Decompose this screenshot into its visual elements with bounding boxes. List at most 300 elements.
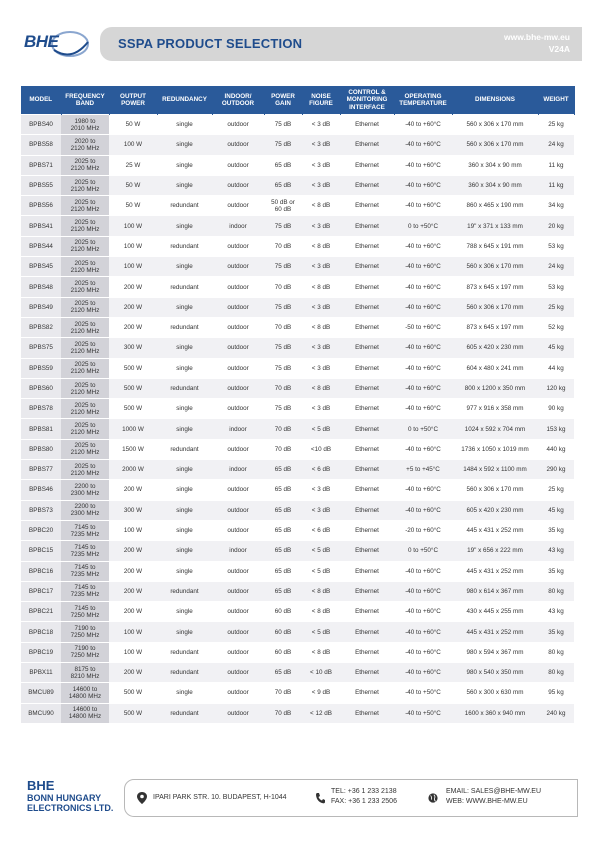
table-cell: 605 x 420 x 230 mm [452, 338, 538, 358]
table-cell: 60 dB [264, 602, 302, 622]
table-cell: 500 W [109, 358, 157, 378]
table-cell: 50 W [109, 175, 157, 195]
model-cell: BPBC21 [21, 602, 61, 622]
table-cell: indoor [212, 541, 264, 561]
table-cell: -40 to +60°C [394, 561, 452, 581]
column-header: NOISE FIGURE [302, 86, 340, 115]
address-text: IPARI PARK STR. 10. BUDAPEST, H-1044 [153, 794, 287, 801]
table-cell: 14600 to 14800 MHz [61, 703, 109, 723]
table-row [21, 703, 574, 723]
table-cell: 560 x 306 x 170 mm [452, 257, 538, 277]
table-cell: Ethernet [340, 277, 394, 297]
model-cell: BPBS80 [21, 439, 61, 459]
table-cell: 45 kg [538, 338, 574, 358]
table-cell: 75 dB [264, 338, 302, 358]
table-cell: single [157, 460, 212, 480]
table-row [21, 663, 574, 683]
table-cell: 360 x 304 x 90 mm [452, 175, 538, 195]
table-cell: redundant [157, 663, 212, 683]
table-cell: 200 W [109, 561, 157, 581]
model-cell: BPBS40 [21, 115, 61, 135]
table-cell: Ethernet [340, 602, 394, 622]
table-cell: < 6 dB [302, 520, 340, 540]
column-header: CONTROL & MONITORING INTERFACE [340, 86, 394, 115]
table-cell: 65 dB [264, 500, 302, 520]
table-cell: -40 to +60°C [394, 297, 452, 317]
table-cell: single [157, 257, 212, 277]
column-header: DIMENSIONS [452, 86, 538, 115]
table-cell: 53 kg [538, 236, 574, 256]
table-row [21, 642, 574, 662]
table-cell: -40 to +50°C [394, 683, 452, 703]
table-cell: outdoor [212, 439, 264, 459]
website-url[interactable]: www.bhe-mw.eu [504, 32, 570, 42]
table-cell: < 5 dB [302, 419, 340, 439]
table-cell: 200 W [109, 541, 157, 561]
table-cell: 800 x 1200 x 350 mm [452, 378, 538, 398]
table-cell: 2025 to 2120 MHz [61, 257, 109, 277]
globe-icon [428, 792, 438, 804]
table-cell: 300 W [109, 500, 157, 520]
table-cell: Ethernet [340, 175, 394, 195]
table-cell: outdoor [212, 297, 264, 317]
table-cell: Ethernet [340, 358, 394, 378]
table-cell: < 6 dB [302, 460, 340, 480]
table-cell: single [157, 297, 212, 317]
table-cell: 2025 to 2120 MHz [61, 175, 109, 195]
table-cell: 240 kg [538, 703, 574, 723]
table-cell: redundant [157, 378, 212, 398]
column-header: OUTPUT POWER [109, 86, 157, 115]
table-cell: -40 to +60°C [394, 115, 452, 135]
table-cell: 25 W [109, 155, 157, 175]
table-cell: +5 to +45°C [394, 460, 452, 480]
table-cell: 100 W [109, 642, 157, 662]
table-cell: Ethernet [340, 561, 394, 581]
table-cell: Ethernet [340, 257, 394, 277]
table-cell: Ethernet [340, 378, 394, 398]
table-cell: 2025 to 2120 MHz [61, 378, 109, 398]
table-cell: 70 dB [264, 378, 302, 398]
table-cell: 1024 x 592 x 704 mm [452, 419, 538, 439]
model-cell: BPBC19 [21, 642, 61, 662]
table-cell: redundant [157, 317, 212, 337]
table-cell: outdoor [212, 236, 264, 256]
table-cell: 65 dB [264, 541, 302, 561]
model-cell: BPBS55 [21, 175, 61, 195]
model-cell: BPBS81 [21, 419, 61, 439]
table-cell: 43 kg [538, 602, 574, 622]
table-cell: 65 dB [264, 460, 302, 480]
table-cell: < 3 dB [302, 480, 340, 500]
table-cell: 25 kg [538, 480, 574, 500]
table-cell: 35 kg [538, 520, 574, 540]
table-cell: Ethernet [340, 460, 394, 480]
table-cell: 60 dB [264, 642, 302, 662]
table-row [21, 216, 574, 236]
contact-bar [124, 779, 578, 817]
column-header: MODEL [21, 86, 61, 115]
table-cell: Ethernet [340, 541, 394, 561]
email-text[interactable]: EMAIL: SALES@BHE-MW.EU [446, 788, 542, 795]
table-row [21, 480, 574, 500]
table-cell: 1980 to 2010 MHz [61, 115, 109, 135]
table-cell: 200 W [109, 480, 157, 500]
table-cell: 2025 to 2120 MHz [61, 317, 109, 337]
table-cell: 19" x 656 x 222 mm [452, 541, 538, 561]
table-row [21, 399, 574, 419]
table-cell: outdoor [212, 480, 264, 500]
table-cell: outdoor [212, 378, 264, 398]
table-cell: 2025 to 2120 MHz [61, 399, 109, 419]
table-cell: 70 dB [264, 317, 302, 337]
model-cell: BPBS56 [21, 196, 61, 216]
model-cell: BMCU89 [21, 683, 61, 703]
table-cell: -40 to +60°C [394, 480, 452, 500]
header-row [21, 86, 574, 115]
model-cell: BPBS45 [21, 257, 61, 277]
table-row [21, 683, 574, 703]
table-cell: outdoor [212, 683, 264, 703]
phone-text: TEL: +36 1 233 2138 [331, 788, 397, 795]
table-cell: single [157, 115, 212, 135]
table-cell: 977 x 916 x 358 mm [452, 399, 538, 419]
table-cell: single [157, 399, 212, 419]
table-cell: 7145 to 7235 MHz [61, 581, 109, 601]
table-cell: 2200 to 2300 MHz [61, 500, 109, 520]
table-cell: redundant [157, 439, 212, 459]
table-cell: 25 kg [538, 115, 574, 135]
table-row [21, 622, 574, 642]
table-cell: 75 dB [264, 399, 302, 419]
table-cell: 80 kg [538, 642, 574, 662]
table-cell: outdoor [212, 581, 264, 601]
table-cell: single [157, 520, 212, 540]
table-cell: outdoor [212, 358, 264, 378]
model-cell: BPBS46 [21, 480, 61, 500]
table-cell: 70 dB [264, 236, 302, 256]
column-header: FREQUENCY BAND [61, 86, 109, 115]
table-cell: -40 to +60°C [394, 338, 452, 358]
table-cell: 70 dB [264, 277, 302, 297]
page-title: SSPA PRODUCT SELECTION [118, 36, 303, 51]
table-cell: < 3 dB [302, 257, 340, 277]
table-cell: 100 W [109, 236, 157, 256]
table-cell: single [157, 541, 212, 561]
table-cell: 20 kg [538, 216, 574, 236]
table-cell: < 3 dB [302, 338, 340, 358]
header-meta [504, 31, 570, 55]
table-cell: < 8 dB [302, 317, 340, 337]
table-cell: outdoor [212, 663, 264, 683]
table-cell: indoor [212, 460, 264, 480]
table-cell: < 5 dB [302, 561, 340, 581]
table-cell: Ethernet [340, 236, 394, 256]
table-cell: 100 W [109, 520, 157, 540]
table-cell: 75 dB [264, 358, 302, 378]
table-cell: 0 to +50°C [394, 419, 452, 439]
table-row [21, 439, 574, 459]
table-cell: redundant [157, 642, 212, 662]
table-cell: single [157, 622, 212, 642]
table-cell: 75 dB [264, 216, 302, 236]
model-cell: BPBS41 [21, 216, 61, 236]
table-cell: Ethernet [340, 480, 394, 500]
table-row [21, 419, 574, 439]
table-cell: Ethernet [340, 581, 394, 601]
table-cell: < 8 dB [302, 602, 340, 622]
table-cell: 65 dB [264, 581, 302, 601]
model-cell: BPBC20 [21, 520, 61, 540]
table-cell: outdoor [212, 602, 264, 622]
table-row [21, 236, 574, 256]
table-row [21, 155, 574, 175]
model-cell: BPBC15 [21, 541, 61, 561]
table-cell: 24 kg [538, 257, 574, 277]
table-cell: 200 W [109, 663, 157, 683]
table-cell: Ethernet [340, 155, 394, 175]
table-cell: outdoor [212, 196, 264, 216]
table-cell: 7190 to 7250 MHz [61, 642, 109, 662]
table-row [21, 460, 574, 480]
table-cell: indoor [212, 216, 264, 236]
table-cell: 75 dB [264, 115, 302, 135]
table-cell: 2025 to 2120 MHz [61, 297, 109, 317]
table-cell: 1736 x 1050 x 1019 mm [452, 439, 538, 459]
table-cell: 70 dB [264, 439, 302, 459]
table-cell: -20 to +60°C [394, 520, 452, 540]
table-cell: < 12 dB [302, 703, 340, 723]
table-cell: Ethernet [340, 520, 394, 540]
table-cell: 2025 to 2120 MHz [61, 338, 109, 358]
model-cell: BPBS78 [21, 399, 61, 419]
table-cell: < 3 dB [302, 399, 340, 419]
table-cell: outdoor [212, 622, 264, 642]
table-cell: 75 dB [264, 257, 302, 277]
column-header: INDOOR/ OUTDOOR [212, 86, 264, 115]
table-cell: Ethernet [340, 297, 394, 317]
table-body [21, 115, 574, 723]
table-cell: redundant [157, 277, 212, 297]
table-cell: 300 W [109, 338, 157, 358]
table-cell: single [157, 358, 212, 378]
table-cell: 2025 to 2120 MHz [61, 460, 109, 480]
table-cell: -40 to +60°C [394, 622, 452, 642]
table-row [21, 175, 574, 195]
table-cell: 65 dB [264, 480, 302, 500]
table-cell: 43 kg [538, 541, 574, 561]
table-cell: <10 dB [302, 439, 340, 459]
column-header: POWER GAIN [264, 86, 302, 115]
table-row [21, 500, 574, 520]
table-cell: 50 W [109, 115, 157, 135]
table-cell: outdoor [212, 338, 264, 358]
company-line-2: BONN HUNGARY [27, 793, 102, 803]
table-cell: 34 kg [538, 196, 574, 216]
table-row [21, 297, 574, 317]
table-cell: 290 kg [538, 460, 574, 480]
table-cell: < 8 dB [302, 642, 340, 662]
model-cell: BPBS59 [21, 358, 61, 378]
table-row [21, 115, 574, 135]
table-cell: single [157, 155, 212, 175]
table-cell: Ethernet [340, 135, 394, 155]
table-cell: -40 to +60°C [394, 500, 452, 520]
table-cell: single [157, 683, 212, 703]
table-cell: outdoor [212, 257, 264, 277]
company-line-3: ELECTRONICS LTD. [27, 803, 114, 813]
table-cell: -40 to +60°C [394, 135, 452, 155]
table-cell: single [157, 561, 212, 581]
table-cell: -40 to +60°C [394, 399, 452, 419]
table-cell: Ethernet [340, 196, 394, 216]
table-cell: -40 to +60°C [394, 277, 452, 297]
table-row [21, 257, 574, 277]
table-cell: -40 to +60°C [394, 663, 452, 683]
table-cell: outdoor [212, 277, 264, 297]
table-cell: 65 dB [264, 561, 302, 581]
table-cell: Ethernet [340, 663, 394, 683]
table-cell: 2025 to 2120 MHz [61, 277, 109, 297]
table-row [21, 561, 574, 581]
table-cell: 7145 to 7235 MHz [61, 520, 109, 540]
table-cell: < 8 dB [302, 236, 340, 256]
model-cell: BPBC18 [21, 622, 61, 642]
model-cell: BPBS58 [21, 135, 61, 155]
column-header: OPERATING TEMPERATURE [394, 86, 452, 115]
table-cell: outdoor [212, 399, 264, 419]
table-cell: 560 x 306 x 170 mm [452, 115, 538, 135]
table-cell: 52 kg [538, 317, 574, 337]
table-cell: 100 W [109, 257, 157, 277]
table-cell: 1000 W [109, 419, 157, 439]
logo-text: BHE [24, 32, 59, 51]
table-cell: 560 x 306 x 170 mm [452, 480, 538, 500]
table-cell: 2025 to 2120 MHz [61, 358, 109, 378]
model-cell: BPBS48 [21, 277, 61, 297]
web-text[interactable]: WEB: WWW.BHE-MW.EU [446, 798, 528, 805]
table-cell: 65 dB [264, 175, 302, 195]
product-table-wrapper [21, 86, 574, 723]
header-bar [100, 27, 582, 61]
table-cell: 500 W [109, 703, 157, 723]
table-cell: redundant [157, 581, 212, 601]
table-cell: 200 W [109, 277, 157, 297]
table-cell: 35 kg [538, 561, 574, 581]
company-logo [20, 28, 92, 60]
table-cell: -40 to +60°C [394, 175, 452, 195]
table-cell: Ethernet [340, 683, 394, 703]
table-cell: 153 kg [538, 419, 574, 439]
table-cell: 95 kg [538, 683, 574, 703]
table-cell: -40 to +60°C [394, 358, 452, 378]
table-cell: < 3 dB [302, 297, 340, 317]
table-cell: 50 W [109, 196, 157, 216]
model-cell: BPBS49 [21, 297, 61, 317]
table-cell: < 3 dB [302, 115, 340, 135]
table-cell: 560 x 306 x 170 mm [452, 297, 538, 317]
table-cell: 8175 to 8210 MHz [61, 663, 109, 683]
table-header [21, 86, 574, 115]
table-cell: outdoor [212, 520, 264, 540]
table-cell: 45 kg [538, 500, 574, 520]
table-cell: 2025 to 2120 MHz [61, 216, 109, 236]
model-cell: BPBS75 [21, 338, 61, 358]
company-short: BHE [27, 778, 55, 793]
table-cell: outdoor [212, 703, 264, 723]
table-cell: 19" x 371 x 133 mm [452, 216, 538, 236]
page-footer [0, 768, 595, 841]
location-pin-icon [137, 792, 147, 804]
table-cell: < 5 dB [302, 622, 340, 642]
table-cell: 605 x 420 x 230 mm [452, 500, 538, 520]
table-cell: < 8 dB [302, 581, 340, 601]
table-cell: 200 W [109, 602, 157, 622]
table-cell: Ethernet [340, 642, 394, 662]
table-cell: redundant [157, 236, 212, 256]
table-cell: -40 to +60°C [394, 581, 452, 601]
table-cell: < 5 dB [302, 541, 340, 561]
contact-web-block [446, 787, 541, 807]
table-cell: < 3 dB [302, 216, 340, 236]
table-cell: Ethernet [340, 622, 394, 642]
table-cell: 980 x 614 x 367 mm [452, 581, 538, 601]
table-cell: redundant [157, 703, 212, 723]
table-row [21, 378, 574, 398]
table-cell: < 3 dB [302, 500, 340, 520]
table-cell: Ethernet [340, 115, 394, 135]
table-cell: 604 x 480 x 241 mm [452, 358, 538, 378]
table-cell: 200 W [109, 317, 157, 337]
table-cell: < 3 dB [302, 175, 340, 195]
table-cell: Ethernet [340, 500, 394, 520]
table-cell: 1600 x 360 x 940 mm [452, 703, 538, 723]
table-cell: 430 x 445 x 255 mm [452, 602, 538, 622]
table-cell: 200 W [109, 297, 157, 317]
version-label: V24A [548, 44, 570, 54]
table-cell: 50 dB or 60 dB [264, 196, 302, 216]
table-cell: 1484 x 592 x 1100 mm [452, 460, 538, 480]
table-cell: 980 x 594 x 367 mm [452, 642, 538, 662]
table-cell: 2025 to 2120 MHz [61, 439, 109, 459]
table-cell: 11 kg [538, 155, 574, 175]
table-cell: 980 x 540 x 350 mm [452, 663, 538, 683]
table-cell: 445 x 431 x 252 mm [452, 622, 538, 642]
table-cell: Ethernet [340, 317, 394, 337]
table-cell: 65 dB [264, 663, 302, 683]
model-cell: BPBS44 [21, 236, 61, 256]
table-cell: 70 dB [264, 683, 302, 703]
table-cell: outdoor [212, 500, 264, 520]
table-cell: 7190 to 7250 MHz [61, 622, 109, 642]
table-cell: 70 dB [264, 419, 302, 439]
table-cell: outdoor [212, 561, 264, 581]
table-cell: 65 dB [264, 520, 302, 540]
table-cell: 44 kg [538, 358, 574, 378]
table-cell: 75 dB [264, 297, 302, 317]
table-cell: 2025 to 2120 MHz [61, 196, 109, 216]
table-row [21, 581, 574, 601]
table-cell: < 8 dB [302, 277, 340, 297]
table-cell: < 3 dB [302, 155, 340, 175]
table-cell: -40 to +60°C [394, 378, 452, 398]
table-cell: 120 kg [538, 378, 574, 398]
model-cell: BMCU90 [21, 703, 61, 723]
table-cell: < 3 dB [302, 135, 340, 155]
table-cell: single [157, 135, 212, 155]
model-cell: BPBS60 [21, 378, 61, 398]
table-cell: 2200 to 2300 MHz [61, 480, 109, 500]
